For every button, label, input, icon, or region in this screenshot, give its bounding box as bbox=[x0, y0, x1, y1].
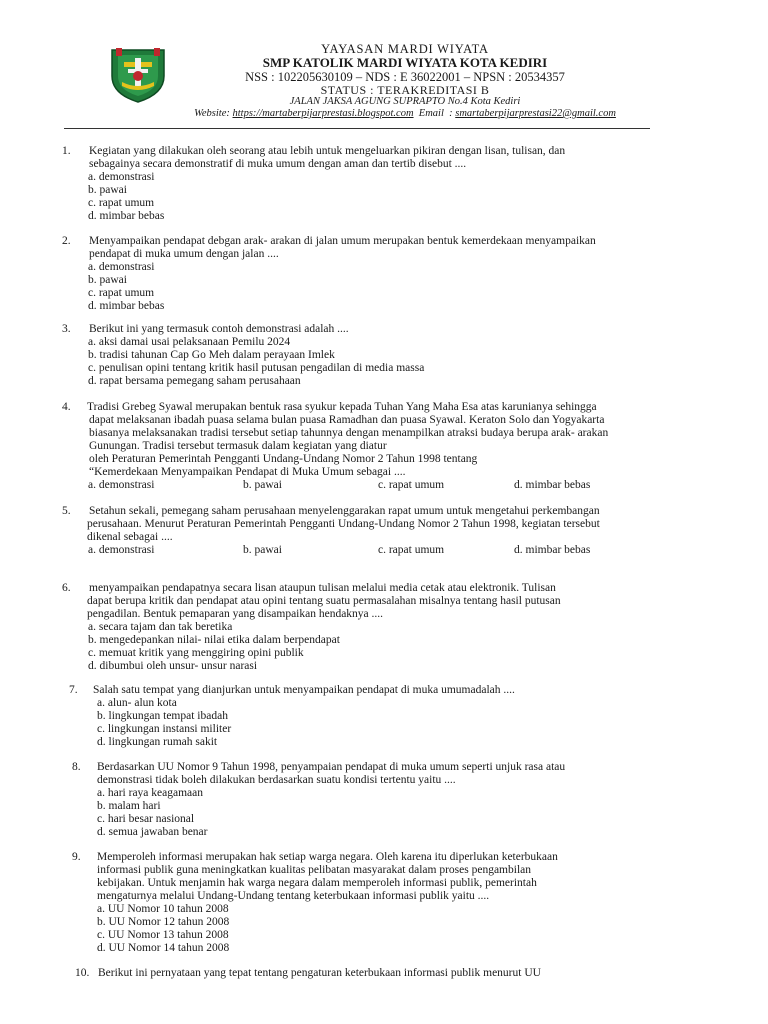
answer-option[interactable]: d. mimbar bebas bbox=[514, 479, 591, 491]
website-label: Website: bbox=[194, 108, 233, 119]
answer-option[interactable]: b. pawai bbox=[88, 274, 127, 286]
accreditation-status: STATUS : TERAKREDITASI B bbox=[320, 83, 490, 97]
question-text-line: pendapat di muka umum dengan jalan .... bbox=[89, 248, 279, 260]
answer-option[interactable]: d. semua jawaban benar bbox=[97, 826, 208, 838]
answer-option[interactable]: c. rapat umum bbox=[88, 287, 155, 299]
question-text-line: dapat berupa kritik dan pendapat atau opini tentang suatu permasalahan misalnya tentang hasil putusan bbox=[87, 595, 561, 607]
answer-option[interactable]: d. mimbar bebas bbox=[88, 210, 165, 222]
answer-option[interactable]: d. mimbar bebas bbox=[88, 300, 165, 312]
answer-option[interactable]: d. rapat bersama pemegang saham perusahaan bbox=[88, 375, 301, 387]
answer-option[interactable]: a. aksi damai usai pelaksanaan Pemilu 2024 bbox=[88, 336, 291, 348]
answer-option[interactable]: a. demonstrasi bbox=[88, 544, 155, 556]
question-number: 3. bbox=[62, 323, 71, 335]
answer-option[interactable]: b. mengedepankan nilai- nilai etika dalam berpendapat bbox=[88, 634, 340, 646]
question-number: 5. bbox=[62, 505, 71, 517]
question-text-line: sebagainya secara demonstratif di muka umum dengan aman dan tertib disebut .... bbox=[89, 158, 467, 170]
foundation-name: YAYASAN MARDI WIYATA bbox=[321, 42, 489, 56]
website-link[interactable]: https://martaberpijarprestasi.blogspot.com bbox=[232, 108, 414, 119]
answer-option[interactable]: c. hari besar nasional bbox=[97, 813, 195, 825]
answer-option[interactable]: a. demonstrasi bbox=[88, 261, 155, 273]
answer-option[interactable]: c. rapat umum bbox=[378, 479, 445, 491]
question-text-line: demonstrasi tidak boleh dilakukan berdasarkan suatu kondisi tertentu yaitu .... bbox=[97, 774, 456, 786]
email-link[interactable]: smartaberpijarprestasi22@gmail.com bbox=[455, 108, 616, 119]
answer-option[interactable]: c. rapat umum bbox=[378, 544, 445, 556]
school-address: JALAN JAKSA AGUNG SUPRAPTO No.4 Kota Kediri bbox=[289, 96, 521, 107]
question-text-line: kebijakan. Untuk menjamin hak warga negara dalam memperoleh informasi publik, pemerintah bbox=[97, 877, 537, 889]
answer-option[interactable]: d. UU Nomor 14 tahun 2008 bbox=[97, 942, 230, 954]
answer-option[interactable]: b. pawai bbox=[243, 544, 282, 556]
answer-option[interactable]: a. alun- alun kota bbox=[97, 697, 177, 709]
answer-option[interactable]: b. lingkungan tempat ibadah bbox=[97, 710, 228, 722]
question-text-line: Berikut ini pernyataan yang tepat tentang pengaturan keterbukaan informasi publik menurut UU bbox=[98, 967, 541, 979]
question-text-line: “Kemerdekaan Menyampaikan Pendapat di Muka Umum sebagai .... bbox=[89, 466, 406, 478]
question-number: 10. bbox=[75, 967, 90, 979]
answer-option[interactable]: b. malam hari bbox=[97, 800, 161, 812]
question-text-line: perusahaan. Menurut Peraturan Pemerintah Pengganti Undang-Undang Nomor 2 Tahun 1998, kegiatan tersebut bbox=[87, 518, 600, 530]
question-text-line: biasanya melaksanakan tradisi tersebut setiap tahunnya dengan menampilkan atraksi budaya berupa arak- arakan bbox=[89, 427, 609, 439]
question-text-line: Memperoleh informasi merupakan hak setiap warga negara. Oleh karena itu diperlukan keterbukaan bbox=[97, 851, 558, 863]
answer-option[interactable]: b. UU Nomor 12 tahun 2008 bbox=[97, 916, 230, 928]
question-text-line: dikenal sebagai .... bbox=[87, 531, 173, 543]
question-number: 1. bbox=[62, 145, 71, 157]
header-divider bbox=[64, 128, 650, 129]
question-text-line: Tradisi Grebeg Syawal merupakan bentuk rasa syukur kepada Tuhan Yang Maha Esa atas karunianya sehingga bbox=[87, 401, 597, 413]
answer-option[interactable]: b. tradisi tahunan Cap Go Meh dalam perayaan Imlek bbox=[88, 349, 335, 361]
question-text-line: Menyampaikan pendapat debgan arak- arakan di jalan umum merupakan bentuk kemerdekaan menyampaikan bbox=[89, 235, 596, 247]
question-text-line: Berikut ini yang termasuk contoh demonstrasi adalah .... bbox=[89, 323, 349, 335]
question-number: 4. bbox=[62, 401, 71, 413]
question-number: 9. bbox=[72, 851, 81, 863]
question-text-line: Setahun sekali, pemegang saham perusahaan menyelenggarakan rapat umum untuk mengetahui perkembangan bbox=[89, 505, 600, 517]
question-text-line: Gunungan. Tradisi tersebut termasuk dalam kegiatan yang diatur bbox=[89, 440, 387, 452]
email-label: Email : bbox=[413, 108, 456, 119]
answer-option[interactable]: c. UU Nomor 13 tahun 2008 bbox=[97, 929, 229, 941]
answer-option[interactable]: c. rapat umum bbox=[88, 197, 155, 209]
answer-option[interactable]: a. secara tajam dan tak beretika bbox=[88, 621, 233, 633]
question-number: 7. bbox=[69, 684, 78, 696]
question-number: 8. bbox=[72, 761, 81, 773]
question-number: 6. bbox=[62, 582, 71, 594]
answer-option[interactable]: d. dibumbui oleh unsur- unsur narasi bbox=[88, 660, 258, 672]
answer-option[interactable]: b. pawai bbox=[88, 184, 127, 196]
answer-option[interactable]: a. demonstrasi bbox=[88, 171, 155, 183]
answer-option[interactable]: a. hari raya keagamaan bbox=[97, 787, 203, 799]
answer-option[interactable]: b. pawai bbox=[243, 479, 282, 491]
answer-option[interactable]: c. penulisan opini tentang kritik hasil putusan pengadilan di media massa bbox=[88, 362, 425, 374]
school-name: SMP KATOLIK MARDI WIYATA KOTA KEDIRI bbox=[262, 55, 548, 70]
answer-option[interactable]: d. mimbar bebas bbox=[514, 544, 591, 556]
answer-option[interactable]: a. UU Nomor 10 tahun 2008 bbox=[97, 903, 229, 915]
question-text-line: pengadilan. Bentuk pemaparan yang disampaikan hendaknya .... bbox=[87, 608, 384, 620]
question-number: 2. bbox=[62, 235, 71, 247]
question-text-line: menyampaikan pendapatnya secara lisan ataupun tulisan melalui media cetak atau elektronik. Tulisan bbox=[89, 582, 556, 594]
answer-option[interactable]: d. lingkungan rumah sakit bbox=[97, 736, 218, 748]
question-text-line: Berdasarkan UU Nomor 9 Tahun 1998, penyampaian pendapat di muka umum seperti unjuk rasa atau bbox=[97, 761, 566, 773]
question-text-line: informasi publik guna meningkatkan kualitas pelibatan masyarakat dalam proses pengambilan bbox=[97, 864, 532, 876]
contact-line bbox=[140, 108, 670, 119]
question-text-line: dapat melaksanan ibadah puasa selama bulan puasa Ramadhan dan puasa Syawal. Keraton Solo dan Yogyakarta bbox=[89, 414, 605, 426]
question-text-line: mengaturnya melalui Undang-Undang tentang keterbukaan informasi publik yaitu .... bbox=[97, 890, 490, 902]
question-text-line: Kegiatan yang dilakukan oleh seorang atau lebih untuk mengeluarkan pikiran dengan lisan, tulisan, dan bbox=[89, 145, 566, 157]
answer-option[interactable]: c. memuat kritik yang menggiring opini publik bbox=[88, 647, 304, 659]
school-ids: NSS : 102205630109 – NDS : E 36022001 – NPSN : 20534357 bbox=[245, 70, 565, 84]
answer-option[interactable]: c. lingkungan instansi militer bbox=[97, 723, 232, 735]
question-text-line: Salah satu tempat yang dianjurkan untuk menyampaikan pendapat di muka umumadalah .... bbox=[93, 684, 515, 696]
question-text-line: oleh Peraturan Pemerintah Pengganti Undang-Undang Nomor 2 Tahun 1998 tentang bbox=[89, 453, 478, 465]
answer-option[interactable]: a. demonstrasi bbox=[88, 479, 155, 491]
